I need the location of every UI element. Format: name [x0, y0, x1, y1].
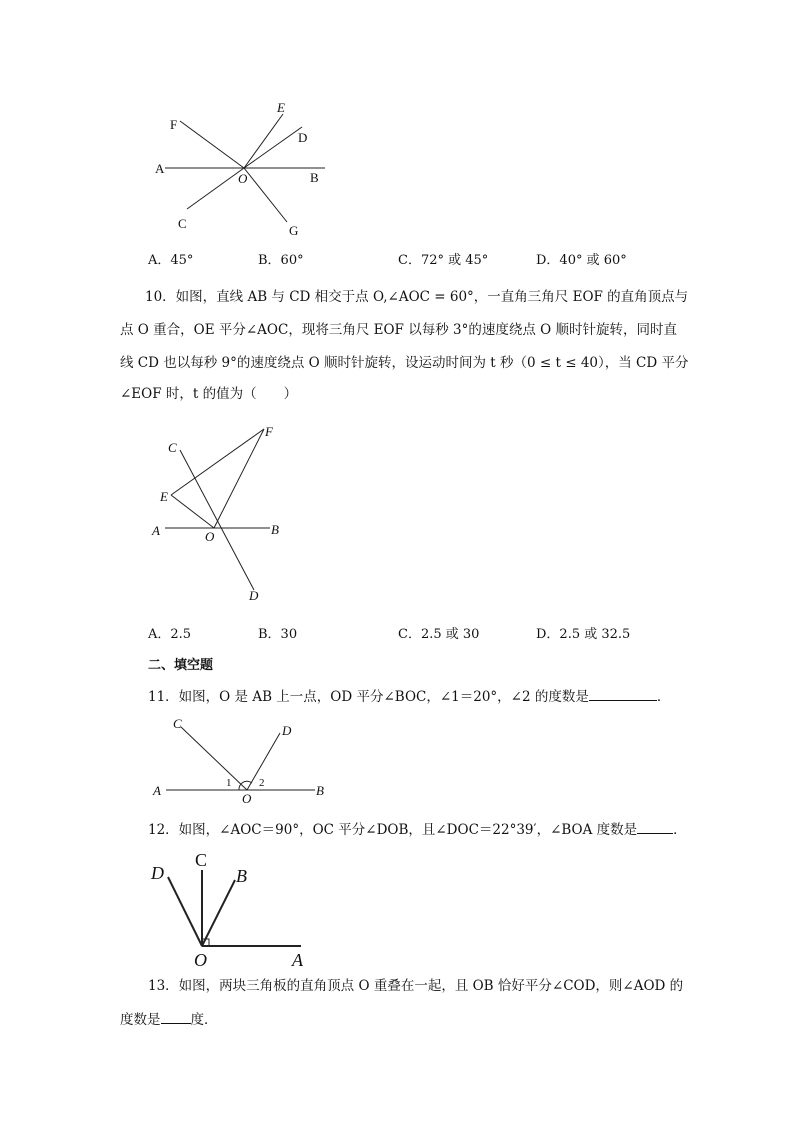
q10-option-b: B．30 [258, 627, 298, 642]
q13-line-1: 13．如图，两块三角板的直角顶点 O 重叠在一起，且 OB 恰好平分∠COD，则∠AOD 的 [148, 978, 684, 994]
fig12-label-a: A [292, 950, 303, 970]
q9-option-b: B．60° [258, 253, 304, 268]
q10-line-1: 10．如图，直线 AB 与 CD 相交于点 O,∠AOC = 60°，一直角三角尺 EOF 的直角顶点与 [145, 289, 689, 305]
fig12-label-b: B [236, 866, 247, 886]
fig9-label-g: G [289, 223, 299, 238]
q13-stem: 度数是 [120, 1012, 161, 1028]
q9-option-a: A．45° [148, 253, 194, 268]
q13-answer-blank[interactable] [161, 1009, 191, 1024]
q10-option-d: D．2.5 或 32.5 [536, 627, 631, 642]
fig10-label-a: A [152, 523, 160, 538]
fig9-label-a: A [155, 161, 165, 176]
fig11-label-a: A [153, 783, 161, 798]
q10-option-c: C．2.5 或 30 [398, 627, 480, 642]
fig11-label-b: B [316, 783, 324, 798]
fig9-label-c: C [178, 216, 187, 231]
fig11-label-c: C [173, 716, 182, 731]
fig12-ray-ob [202, 880, 235, 946]
q11-stem: 11．如图，O 是 AB 上一点，OD 平分∠BOC，∠1＝20°，∠2 的度数是 [148, 689, 589, 705]
fig9-label-d: D [298, 130, 308, 145]
q13-end: 度． [190, 1012, 218, 1028]
q10-option-a: A．2.5 [148, 627, 192, 642]
fig11-label-2: 2 [259, 777, 265, 789]
q13-line-2 [120, 1009, 218, 1030]
section-fill-in-title: 二、填空题 [148, 658, 214, 673]
q9-option-c: C．72° 或 45° [398, 253, 489, 268]
fig10-label-o: O [205, 529, 215, 544]
q11-end: ． [656, 689, 671, 705]
fig9-label-b: B [310, 170, 319, 185]
fig11-label-1: 1 [226, 777, 232, 789]
fig10-label-d: D [249, 588, 259, 603]
fig12-label-d: D [151, 863, 164, 883]
q12-end: ． [673, 822, 687, 838]
q9-option-d: D．40° 或 60° [536, 253, 627, 268]
q10-line-4: ∠EOF 时，t 的值为（ ） [120, 386, 298, 402]
q12-stem: 12．如图，∠AOC＝90°，OC 平分∠DOB，且∠DOC＝22°39′，∠BOA 度数是 [148, 822, 638, 838]
fig12-ray-od [168, 877, 202, 946]
fig12-label-o: O [194, 950, 207, 970]
fig10-label-f: F [265, 424, 273, 439]
fig12-label-c: C [195, 850, 208, 870]
fig10-label-e: E [160, 489, 168, 504]
q10-line-2: 点 O 重合，OE 平分∠AOC，现将三角尺 EOF 以每秒 3°的速度绕点 O 顺时针旋转，同时直 [120, 322, 677, 338]
q10-line-3: 线 CD 也以每秒 9°的速度绕点 O 顺时针旋转，设运动时间为 t 秒（0 ≤ t ≤ 40），当 CD 平分 [120, 355, 689, 371]
fig9-label-e: E [277, 100, 285, 115]
fig10-label-b: B [271, 522, 279, 537]
fig9-label-o: O [238, 171, 248, 186]
fig11-label-o: O [242, 791, 252, 806]
fig9-label-f: F [170, 117, 178, 132]
fig11-label-d: D [282, 723, 292, 738]
fig10-label-c: C [168, 440, 177, 455]
